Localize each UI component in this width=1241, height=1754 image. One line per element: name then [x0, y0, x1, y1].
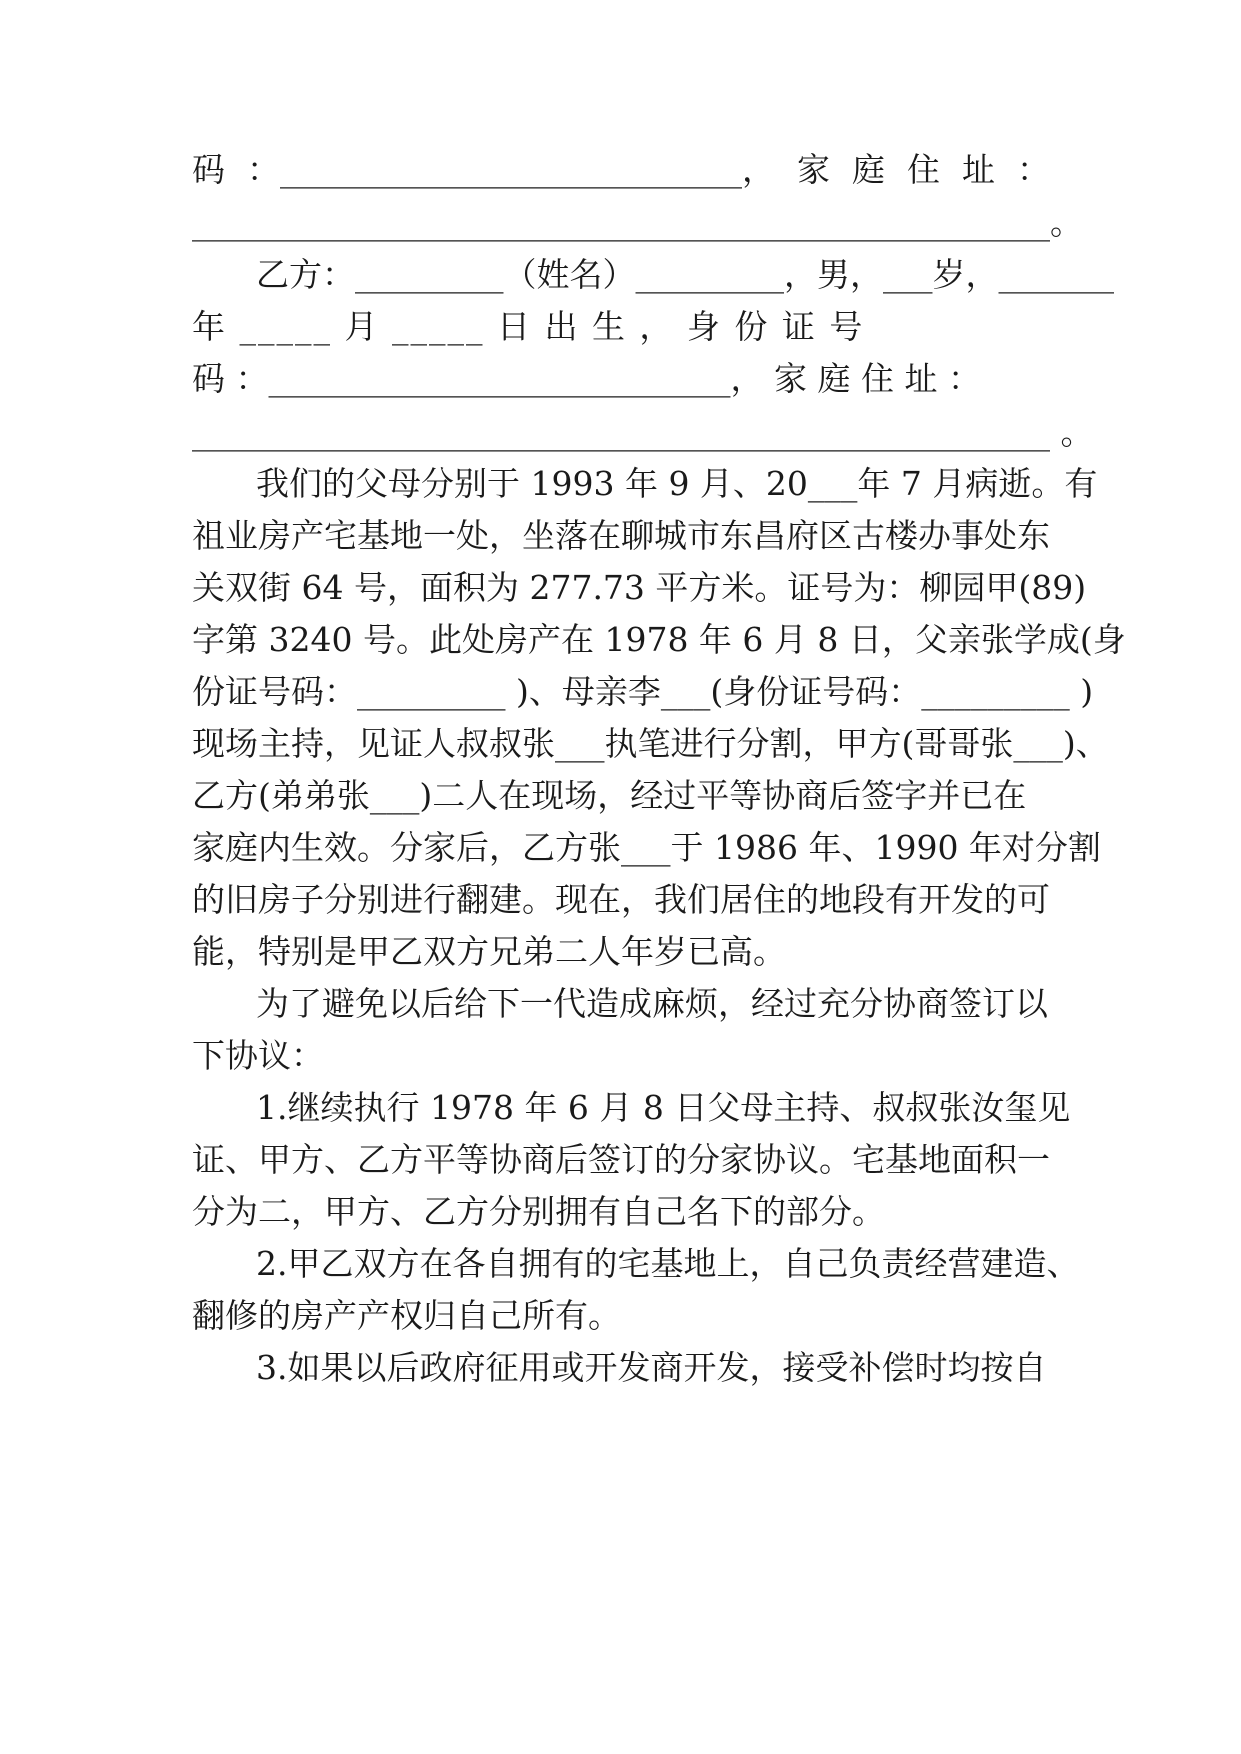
text-line: 祖业房产宅基地一处，坐落在聊城市东昌府区古楼办事处东: [192, 516, 1050, 555]
text-line: 现场主持，见证人叔叔张___执笔进行分割，甲方(哥哥张___)、: [192, 724, 1109, 763]
text-segment: 住: [907, 150, 940, 189]
text-line: ____________________________________________________。: [192, 203, 1083, 242]
text-line: 家庭内生效。分家后，乙方张___于 1986 年、1990 年对分割: [192, 828, 1101, 867]
text-line: 码 ：____________________________， 家 庭 住 址 ：: [192, 359, 981, 398]
text-line: 翻修的房产产权归自己所有。: [192, 1296, 621, 1335]
text-segment: ：____________________________，: [247, 150, 775, 189]
text-line: 字第 3240 号。此处房产在 1978 年 6 月 8 日，父亲张学成(身: [192, 620, 1126, 659]
text-line: 2.甲乙双方在各自拥有的宅基地上，自己负责经营建造、: [256, 1244, 1080, 1283]
text-line: 1.继续执行 1978 年 6 月 8 日父母主持、叔叔张汝玺见: [256, 1088, 1071, 1127]
text-line: 份证号码：_________ )、母亲李___(身份证号码：_________ ): [192, 672, 1094, 711]
text-segment: 码: [192, 150, 225, 189]
text-segment: ：: [1017, 150, 1050, 189]
text-segment: 庭: [852, 150, 885, 189]
text-line: 下协议：: [192, 1036, 324, 1075]
text-line: 年 _____ 月 _____ 日 出 生 ， 身 份 证 号: [192, 307, 865, 346]
text-line: 乙方(弟弟张___)二人在现场，经过平等协商后签字并已在: [192, 776, 1027, 815]
text-line: 能，特别是甲乙双方兄弟二人年岁已高。: [192, 932, 786, 971]
text-line: 关双街 64 号，面积为 277.73 平方米。证号为：柳园甲(89): [192, 568, 1087, 607]
text-line: 的旧房子分别进行翻建。现在，我们居住的地段有开发的可: [192, 880, 1050, 919]
text-segment: 家: [797, 150, 830, 189]
text-line: 我们的父母分别于 1993 年 9 月、20___年 7 月病逝。有: [256, 464, 1098, 503]
text-line: 3.如果以后政府征用或开发商开发，接受补偿时均按自: [256, 1348, 1047, 1387]
text-line: 证、甲方、乙方平等协商后签订的分家协议。宅基地面积一: [192, 1140, 1050, 1179]
text-line: ____________________________________________________ 。: [192, 413, 1094, 452]
text-line: 为了避免以后给下一代造成麻烦，经过充分协商签订以: [256, 984, 1048, 1023]
text-line: 乙方：_________（姓名）_________，男，___岁，_______: [256, 255, 1114, 294]
text-segment: 址: [962, 150, 995, 189]
text-line: [192, 150, 1050, 190]
text-line: 分为二，甲方、乙方分别拥有自己名下的部分。: [192, 1192, 885, 1231]
